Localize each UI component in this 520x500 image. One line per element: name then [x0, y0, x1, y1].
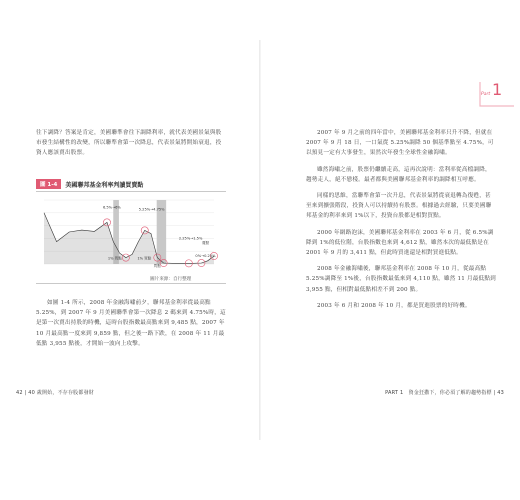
- right-paragraph: 2000 年網路泡沫，美國聯邦基金利率在 2003 年 6 月，從 6.5%調降到 1%的低位階，台股指數也來到 4,612 點，雖然本次的最低點是在 2001 年 9 月的 3,411 點，但此時買進還是相對買進低點。: [306, 229, 494, 257]
- chart-annotation: 賣點: [202, 241, 210, 245]
- figure-tag: 圖 1-4: [36, 179, 61, 189]
- top-paragraph: [36, 128, 226, 165]
- figure-rule: [36, 191, 226, 192]
- chart-annotation: 6.5%→6%: [102, 205, 121, 210]
- left-footer: 42 | 40 歲開始，不存存股都發財: [16, 390, 94, 396]
- chart-annotation: 2.25%→1.5%: [178, 236, 203, 241]
- chart-source: 圖片來源：自行整理: [150, 277, 192, 282]
- chart-annotation: 買點: [153, 264, 161, 269]
- top-paragraph-text: 往下調降？答案是肯定，美國聯準會往下調降利率，就代表美國景氣與股市發生結構性的改變，所以聯準會第一次降息，代表景氣將開始衰退，投資人應該賣出股票。: [36, 130, 222, 157]
- source-rule: [36, 283, 226, 284]
- rate-chart: [40, 194, 218, 272]
- body-paragraph-text: 如圖 1-4 所示，2008 年金融海嘯前夕，聯邦基金利率從最高點 5.25%，到 2007 年 9 月美國聯準會第一次降息 2 碼來到 4.75%時，這是第一次賣出持股的時機，這時台股指數最高點來到 9,485 點，2007 年 10 月最高點一度來到 9,859 點，但之後一路下跌，在 2008 年 11 月最低點 3,955 點後，才開始一波向上攻擊。: [36, 300, 226, 347]
- chart-annotation: 5.25%→4.75%: [138, 207, 165, 212]
- part-label: Part: [481, 92, 491, 97]
- right-footer: PART 1 資金狂撒下，你必須了解的趨勢指標 | 43: [385, 390, 504, 396]
- right-paragraph: 雖然海嘯之前，股票仍繼續走高，這再次說明：當利率從高檔調降，趨勢走人，絕不戀棧。最者都與美國聯邦基金利率的調降相互呼應。: [306, 166, 491, 183]
- figure-header: [36, 178, 226, 190]
- chart-annotation: 1% 買點: [107, 256, 122, 261]
- right-paragraph: 2008 年金融海嘯後，聯邦基金利率在 2008 年 10 月，從最高點 5.25%調降至 1%後，台股指數最低來到 4,110 點，雖然 11 月最低點到 3,955 點，但相對最低點相差不到 200 點。: [306, 266, 496, 293]
- right-paragraph: 同樣的思維，當聯準會第一次升息，代表景氣將從衰退轉為復甦，甚至來到擴張階段，投資人可以持續持有股票。根據過去經驗，只要美國聯邦基金的利率來到 1%以下，投資台股都是相對買點。: [306, 193, 492, 220]
- chart-annotation: 0%→0.25%: [195, 254, 216, 259]
- body-paragraph: [36, 298, 226, 355]
- right-paragraph: 2003 年 6 月和 2008 年 10 月，都是買進股票的好時機。: [317, 302, 471, 309]
- right-page: [260, 0, 520, 500]
- chart-annotation: 1% 買點: [137, 256, 152, 261]
- part-number: 1: [492, 80, 503, 99]
- right-text: [306, 128, 496, 317]
- figure-title: 美國聯邦基金利率判讀買賣點: [65, 181, 144, 189]
- right-paragraph: 2007 年 9 月之前的四年當中，美國聯邦基金利率只升不降，但就在 2007 年 9 月 18 日，一口氣從 5.25%調降 50 個基準點至 4.75%，可以預見一定有大事發生，果然次年發生全球性金融海嘯。: [306, 130, 494, 157]
